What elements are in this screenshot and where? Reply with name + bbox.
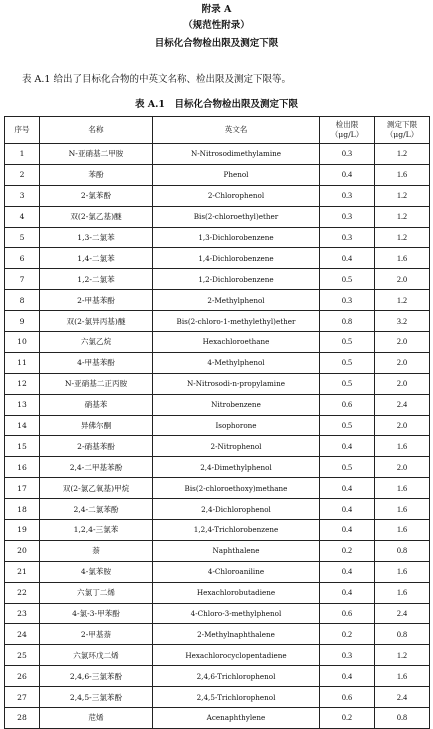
cell-en-name: 2-Methylphenol xyxy=(153,290,320,311)
cell-detection-limit: 0.3 xyxy=(320,185,375,206)
header-quant-limit-label: 测定下限 xyxy=(386,120,418,129)
cell-no: 3 xyxy=(5,185,40,206)
cell-cn-name: 2-硝基苯酚 xyxy=(40,436,153,457)
cell-quant-limit: 0.8 xyxy=(375,540,430,561)
cell-no: 11 xyxy=(5,352,40,373)
cell-cn-name: 双(2-氯乙基)醚 xyxy=(40,206,153,227)
table-row xyxy=(5,227,430,248)
cell-cn-name: 硝基苯 xyxy=(40,394,153,415)
cell-quant-limit: 1.2 xyxy=(375,227,430,248)
cell-detection-limit: 0.4 xyxy=(320,499,375,520)
table-row xyxy=(5,352,430,373)
appendix-heading: 目标化合物检出限及测定下限 xyxy=(154,38,279,49)
compound-table xyxy=(4,116,430,729)
table-row xyxy=(5,185,430,206)
cell-no: 19 xyxy=(5,520,40,541)
cell-detection-limit: 0.6 xyxy=(320,394,375,415)
table-row xyxy=(5,561,430,582)
cell-cn-name: 4-氯-3-甲苯酚 xyxy=(40,603,153,624)
cell-cn-name: 苊烯 xyxy=(40,708,153,729)
cell-no: 15 xyxy=(5,436,40,457)
cell-detection-limit: 0.2 xyxy=(320,624,375,645)
cell-quant-limit: 2.0 xyxy=(375,373,430,394)
cell-quant-limit: 1.6 xyxy=(375,520,430,541)
cell-en-name: 4-Methylphenol xyxy=(153,352,320,373)
cell-cn-name: 萘 xyxy=(40,540,153,561)
appendix-title: 附录 A xyxy=(201,4,232,15)
cell-en-name: N-Nitrosodi-n-propylamine xyxy=(153,373,320,394)
cell-detection-limit: 0.3 xyxy=(320,206,375,227)
cell-detection-limit: 0.4 xyxy=(320,582,375,603)
cell-quant-limit: 0.8 xyxy=(375,708,430,729)
table-row xyxy=(5,540,430,561)
table-row xyxy=(5,499,430,520)
cell-no: 1 xyxy=(5,144,40,165)
cell-cn-name: 六氯环戊二烯 xyxy=(40,645,153,666)
cell-detection-limit: 0.4 xyxy=(320,164,375,185)
cell-no: 7 xyxy=(5,269,40,290)
header-detection-limit-label: 检出限 xyxy=(335,120,359,129)
cell-no: 25 xyxy=(5,645,40,666)
cell-quant-limit: 2.4 xyxy=(375,687,430,708)
cell-cn-name: 2,4-二甲基苯酚 xyxy=(40,457,153,478)
cell-no: 28 xyxy=(5,708,40,729)
cell-en-name: Naphthalene xyxy=(153,540,320,561)
cell-detection-limit: 0.3 xyxy=(320,144,375,165)
cell-no: 27 xyxy=(5,687,40,708)
table-row xyxy=(5,436,430,457)
cell-quant-limit: 2.0 xyxy=(375,457,430,478)
table-row xyxy=(5,144,430,165)
table-row xyxy=(5,206,430,227)
cell-detection-limit: 0.2 xyxy=(320,708,375,729)
cell-quant-limit: 1.6 xyxy=(375,164,430,185)
cell-cn-name: 1,4-二氯苯 xyxy=(40,248,153,269)
cell-no: 9 xyxy=(5,311,40,332)
cell-en-name: 1,2-Dichlorobenzene xyxy=(153,269,320,290)
header-quant-limit xyxy=(375,117,430,144)
cell-quant-limit: 1.2 xyxy=(375,144,430,165)
cell-cn-name: 六氯乙烷 xyxy=(40,332,153,353)
cell-quant-limit: 1.2 xyxy=(375,206,430,227)
cell-en-name: 2-Methylnaphthalene xyxy=(153,624,320,645)
header-en-name: 英文名 xyxy=(153,117,320,144)
cell-quant-limit: 1.6 xyxy=(375,478,430,499)
cell-cn-name: 4-甲基苯酚 xyxy=(40,352,153,373)
cell-no: 17 xyxy=(5,478,40,499)
cell-no: 6 xyxy=(5,248,40,269)
cell-no: 14 xyxy=(5,415,40,436)
table-row xyxy=(5,373,430,394)
cell-en-name: 2-Chlorophenol xyxy=(153,185,320,206)
table-row xyxy=(5,311,430,332)
cell-quant-limit: 2.4 xyxy=(375,394,430,415)
cell-detection-limit: 0.4 xyxy=(320,248,375,269)
cell-cn-name: 双(2-氯异丙基)醚 xyxy=(40,311,153,332)
cell-quant-limit: 3.2 xyxy=(375,311,430,332)
table-row xyxy=(5,248,430,269)
cell-en-name: Nitrobenzene xyxy=(153,394,320,415)
cell-cn-name: 2,4,5-三氯苯酚 xyxy=(40,687,153,708)
cell-detection-limit: 0.2 xyxy=(320,540,375,561)
cell-detection-limit: 0.5 xyxy=(320,269,375,290)
table-row xyxy=(5,415,430,436)
cell-quant-limit: 1.6 xyxy=(375,248,430,269)
cell-no: 20 xyxy=(5,540,40,561)
table-row xyxy=(5,645,430,666)
cell-en-name: 1,2,4-Trichlorobenzene xyxy=(153,520,320,541)
cell-detection-limit: 0.6 xyxy=(320,603,375,624)
cell-no: 24 xyxy=(5,624,40,645)
cell-quant-limit: 1.2 xyxy=(375,185,430,206)
cell-quant-limit: 2.0 xyxy=(375,269,430,290)
cell-detection-limit: 0.5 xyxy=(320,373,375,394)
cell-no: 18 xyxy=(5,499,40,520)
cell-cn-name: 双(2-氯乙氧基)甲烷 xyxy=(40,478,153,499)
table-body xyxy=(5,144,430,729)
cell-detection-limit: 0.4 xyxy=(320,561,375,582)
cell-en-name: Bis(2-chloroethoxy)methane xyxy=(153,478,320,499)
cell-cn-name: 苯酚 xyxy=(40,164,153,185)
header-quant-limit-unit: （μg/L） xyxy=(385,130,419,139)
cell-no: 8 xyxy=(5,290,40,311)
cell-cn-name: 2,4,6-三氯苯酚 xyxy=(40,666,153,687)
cell-no: 16 xyxy=(5,457,40,478)
cell-quant-limit: 2.0 xyxy=(375,352,430,373)
cell-detection-limit: 0.4 xyxy=(320,666,375,687)
appendix-note: （规范性附录） xyxy=(183,20,250,31)
cell-cn-name: 1,2-二氯苯 xyxy=(40,269,153,290)
cell-cn-name: 六氯丁二烯 xyxy=(40,582,153,603)
cell-cn-name: 2-甲基苯酚 xyxy=(40,290,153,311)
cell-cn-name: 1,3-二氯苯 xyxy=(40,227,153,248)
table-row xyxy=(5,478,430,499)
table-row xyxy=(5,603,430,624)
cell-no: 2 xyxy=(5,164,40,185)
cell-cn-name: 2-甲基萘 xyxy=(40,624,153,645)
cell-no: 22 xyxy=(5,582,40,603)
table-row xyxy=(5,687,430,708)
header-cn-name: 名称 xyxy=(40,117,153,144)
cell-cn-name: 异佛尔酮 xyxy=(40,415,153,436)
cell-no: 10 xyxy=(5,332,40,353)
cell-en-name: 2-Nitrophenol xyxy=(153,436,320,457)
cell-en-name: 2,4,6-Trichlorophenol xyxy=(153,666,320,687)
cell-detection-limit: 0.3 xyxy=(320,290,375,311)
table-row xyxy=(5,290,430,311)
cell-en-name: Hexachloroethane xyxy=(153,332,320,353)
cell-en-name: N-Nitrosodimethylamine xyxy=(153,144,320,165)
cell-detection-limit: 0.4 xyxy=(320,436,375,457)
cell-no: 21 xyxy=(5,561,40,582)
cell-cn-name: 4-氯苯胺 xyxy=(40,561,153,582)
cell-en-name: 4-Chloro-3-methylphenol xyxy=(153,603,320,624)
cell-cn-name: 1,2,4-三氯苯 xyxy=(40,520,153,541)
cell-cn-name: N-亚硝基二正丙胺 xyxy=(40,373,153,394)
table-row xyxy=(5,457,430,478)
cell-en-name: 2,4-Dichlorophenol xyxy=(153,499,320,520)
table-row xyxy=(5,624,430,645)
cell-detection-limit: 0.3 xyxy=(320,645,375,666)
cell-no: 13 xyxy=(5,394,40,415)
cell-detection-limit: 0.3 xyxy=(320,227,375,248)
cell-en-name: 2,4,5-Trichlorophenol xyxy=(153,687,320,708)
cell-detection-limit: 0.4 xyxy=(320,478,375,499)
table-caption: 表 A.1 目标化合物检出限及测定下限 xyxy=(134,99,299,110)
cell-detection-limit: 0.4 xyxy=(320,520,375,541)
cell-quant-limit: 0.8 xyxy=(375,624,430,645)
cell-en-name: Bis(2-chloro-1-methylethyl)ether xyxy=(153,311,320,332)
table-row xyxy=(5,582,430,603)
table-row xyxy=(5,332,430,353)
table-header-row xyxy=(5,117,430,144)
cell-detection-limit: 0.6 xyxy=(320,687,375,708)
cell-en-name: 1,3-Dichlorobenzene xyxy=(153,227,320,248)
table-row xyxy=(5,394,430,415)
cell-detection-limit: 0.5 xyxy=(320,415,375,436)
table-row xyxy=(5,708,430,729)
cell-en-name: 4-Chloroaniline xyxy=(153,561,320,582)
cell-quant-limit: 1.6 xyxy=(375,582,430,603)
cell-no: 12 xyxy=(5,373,40,394)
cell-cn-name: 2-氯苯酚 xyxy=(40,185,153,206)
table-row xyxy=(5,520,430,541)
cell-en-name: Acenaphthylene xyxy=(153,708,320,729)
cell-detection-limit: 0.5 xyxy=(320,332,375,353)
cell-en-name: Bis(2-chloroethyl)ether xyxy=(153,206,320,227)
cell-quant-limit: 2.0 xyxy=(375,332,430,353)
header-detection-limit-unit: （μg/L） xyxy=(330,130,364,139)
cell-quant-limit: 2.4 xyxy=(375,603,430,624)
cell-en-name: 1,4-Dichlorobenzene xyxy=(153,248,320,269)
cell-no: 5 xyxy=(5,227,40,248)
cell-quant-limit: 1.2 xyxy=(375,290,430,311)
cell-quant-limit: 2.0 xyxy=(375,415,430,436)
cell-no: 23 xyxy=(5,603,40,624)
cell-cn-name: N-亚硝基二甲胺 xyxy=(40,144,153,165)
table-row xyxy=(5,164,430,185)
cell-quant-limit: 1.6 xyxy=(375,666,430,687)
cell-cn-name: 2,4-二氯苯酚 xyxy=(40,499,153,520)
header-no: 序号 xyxy=(5,117,40,144)
cell-quant-limit: 1.2 xyxy=(375,645,430,666)
cell-en-name: Hexachlorobutadiene xyxy=(153,582,320,603)
cell-no: 4 xyxy=(5,206,40,227)
table-row xyxy=(5,269,430,290)
header-detection-limit xyxy=(320,117,375,144)
cell-en-name: Isophorone xyxy=(153,415,320,436)
cell-detection-limit: 0.5 xyxy=(320,457,375,478)
cell-no: 26 xyxy=(5,666,40,687)
cell-detection-limit: 0.8 xyxy=(320,311,375,332)
cell-quant-limit: 1.6 xyxy=(375,499,430,520)
cell-en-name: Hexachlorocyclopentadiene xyxy=(153,645,320,666)
intro-paragraph: 表 A.1 给出了目标化合物的中英文名称、检出限及测定下限等。 xyxy=(22,74,291,85)
cell-quant-limit: 1.6 xyxy=(375,561,430,582)
cell-quant-limit: 1.6 xyxy=(375,436,430,457)
cell-en-name: 2,4-Dimethylphenol xyxy=(153,457,320,478)
cell-en-name: Phenol xyxy=(153,164,320,185)
cell-detection-limit: 0.5 xyxy=(320,352,375,373)
